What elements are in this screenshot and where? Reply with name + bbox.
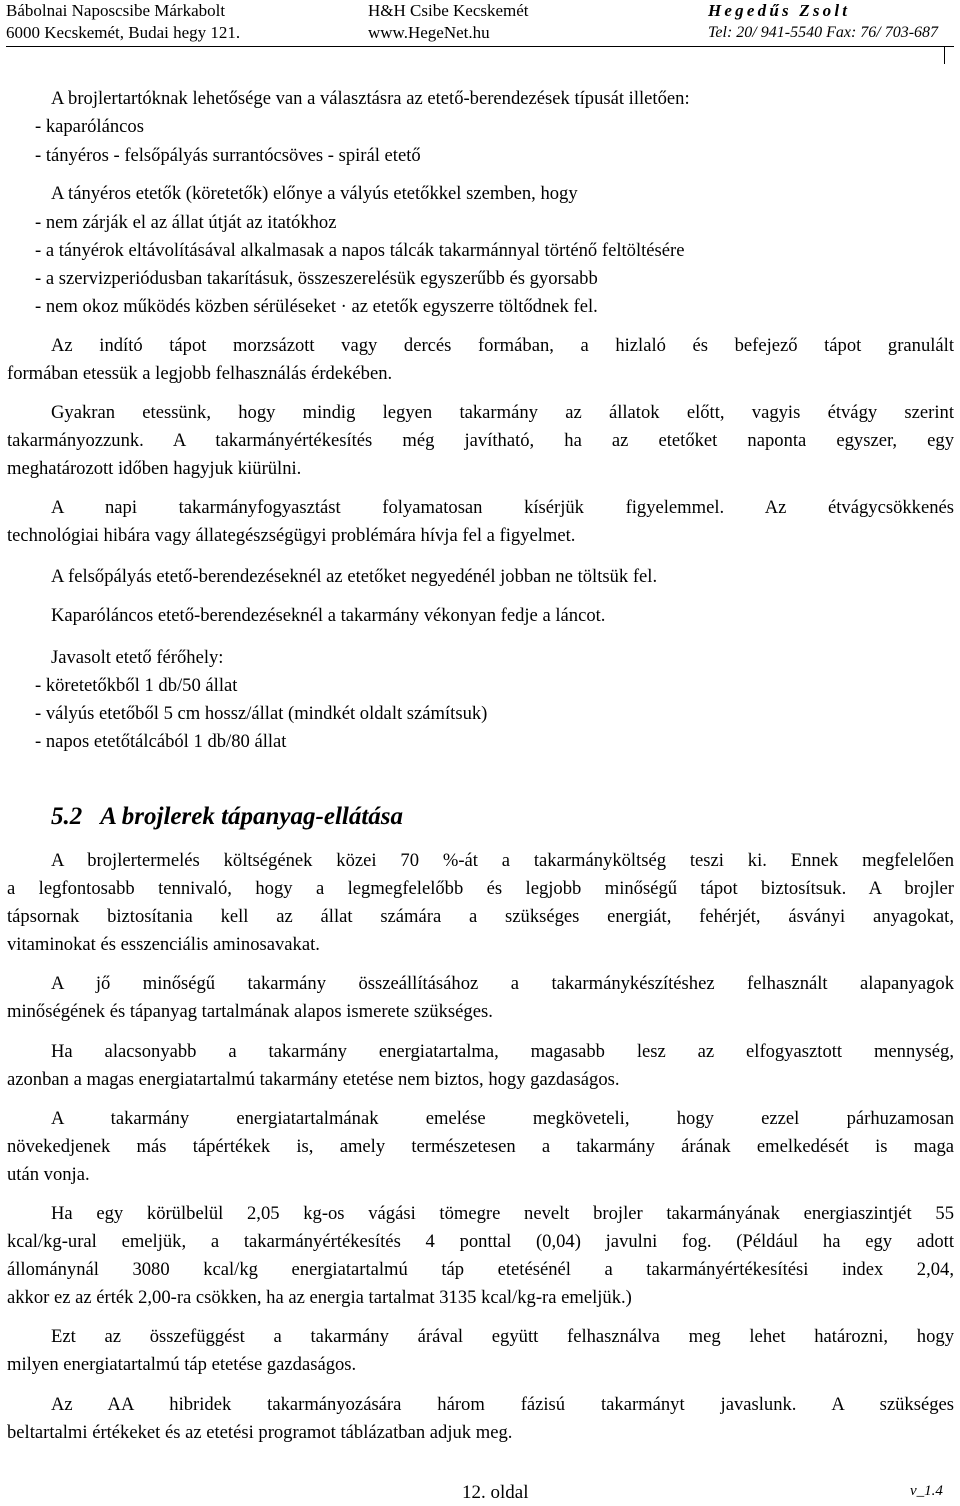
section-number: 5.2 bbox=[51, 803, 83, 830]
header-address: 6000 Kecskemét, Budai hegy 121. bbox=[6, 23, 241, 42]
list-item: - a szervizperiódusban takarításuk, összeszerelésük egyszerűbb és gyorsabb bbox=[35, 268, 598, 289]
list-item: - nem okoz működés közben sérüléseket · az etetők egyszerre töltődnek fel. bbox=[35, 296, 598, 317]
paragraph: Az indító tápot morzsázott vagy dercés formában, a hizlaló és befejező tápot granulált formában etessük a legjobb felhasználás érdekében. bbox=[7, 335, 954, 384]
intro-text: A brojlertartóknak lehetősége van a választásra az etető-berendezések típusát illetően: bbox=[51, 88, 690, 109]
version-label: v_1.4 bbox=[910, 1483, 943, 1499]
feeder-space-title: Javasolt etető férőhely: bbox=[51, 647, 224, 668]
paragraph: Gyakran etessünk, hogy mindig legyen takarmány az állatok előtt, vagyis étvágy szerint takarmányozzunk. A takarmányértékesítés még javítható, ha az etetőket naponta egyszer, egy meghatározott időben hagyjuk kiürülni. bbox=[7, 402, 954, 479]
list-item: - napos etetőtálcából 1 db/80 állat bbox=[35, 731, 287, 752]
list-item: - a tányérok eltávolításával alkalmasak a napos tálcák takarmánnyal történő feltöltésére bbox=[35, 240, 685, 261]
paragraph: Az AA hibridek takarmányozására három fázisú takarmányt javaslunk. A szükséges beltartalmi értékeket és az etetési programot táblázatban adjuk meg. bbox=[7, 1394, 954, 1443]
header-company-name: Bábolnai Naposcsibe Márkabolt bbox=[6, 1, 226, 20]
list-item: - tányéros - felsőpályás surrantócsöves - spirál etető bbox=[35, 145, 421, 166]
page-number: 12. oldal bbox=[462, 1482, 529, 1503]
paragraph: A napi takarmányfogyasztást folyamatosan kísérjük figyelemmel. Az étvágycsökkenés technológiai hibára vagy állategészségügyi problémára hívja fel a figyelmet. bbox=[7, 497, 954, 546]
paragraph: Ezt az összefüggést a takarmány árával együtt felhasználva meg lehet határozni, hogy milyen energiatartalmú táp etetése gazdaságos. bbox=[7, 1326, 954, 1375]
list-item: - kaparóláncos bbox=[35, 116, 144, 137]
paragraph: A jő minőségű takarmány összeállításához a takarmánykészítéshez felhasznált alapanyagok minőségének és tápanyag tartalmának alapos ismerete szükséges. bbox=[7, 973, 954, 1022]
paragraph: A brojlertermelés költségének közei 70 %-át a takarmányköltség teszi ki. Ennek megfelelően a legfontosabb tennivaló, hogy a legmegfelelőbb és legjobb minőségű tápot biztosítsuk. A brojler tápsornak biztosítania kell az állat számára a szükséges energiát, fehérjét, ásványi anyagokat, vitaminokat és esszenciális aminosavakat. bbox=[7, 850, 954, 955]
header-person: Hegedűs Zsolt bbox=[708, 1, 851, 20]
paragraph: Kaparóláncos etető-berendezéseknél a takarmány vékonyan fedje a láncot. bbox=[51, 605, 606, 626]
section-heading bbox=[51, 803, 403, 831]
list-item: - vályús etetőből 5 cm hossz/állat (mindkét oldalt számítsuk) bbox=[35, 703, 488, 724]
paragraph: A takarmány energiatartalmának emelése megköveteli, hogy ezzel párhuzamosan növekedjenek más tápértékek is, amely természetesen a takarmány árának emelkedését is maga után vonja. bbox=[7, 1108, 954, 1185]
header-website: www.HegeNet.hu bbox=[368, 23, 490, 42]
header-company2-name: H&H Csibe Kecskemét bbox=[368, 1, 529, 20]
list-item: - köretetőkből 1 db/50 állat bbox=[35, 675, 238, 696]
plate-feeder-intro: A tányéros etetők (köretetők) előnye a vályús etetőkkel szemben, hogy bbox=[51, 183, 578, 204]
paragraph: A felsőpályás etető-berendezéseknél az etetőket negyedénél jobban ne töltsük fel. bbox=[51, 566, 658, 587]
list-item: - nem zárják el az állat útját az itatókhoz bbox=[35, 212, 337, 233]
section-title: A brojlerek tápanyag-ellátása bbox=[100, 803, 404, 830]
paragraph: Ha alacsonyabb a takarmány energiatartalma, magasabb lesz az elfogyasztott mennység, azonban a magas energiatartalmú takarmány etetése nem biztos, hogy gazdaságos. bbox=[7, 1041, 954, 1090]
paragraph: Ha egy körülbelül 2,05 kg-os vágási tömegre nevelt brojler takarmányának energiaszintjét 55 kcal/kg-ural emeljük, a takarmányértékesítés 4 ponttal (0,04) javulni fog. (Például ha egy adott állománynál 3080 kcal/kg energiatartalmú táp etetésénél a takarmányértékesítési index 2,04, akkor ez az érték 2,00-ra csökken, ha az energia tartalmat 3135 kcal/kg-ra emeljük.) bbox=[7, 1203, 954, 1308]
header-phone-fax: Tel: 20/ 941-5540 Fax: 76/ 703-687 bbox=[708, 24, 939, 41]
